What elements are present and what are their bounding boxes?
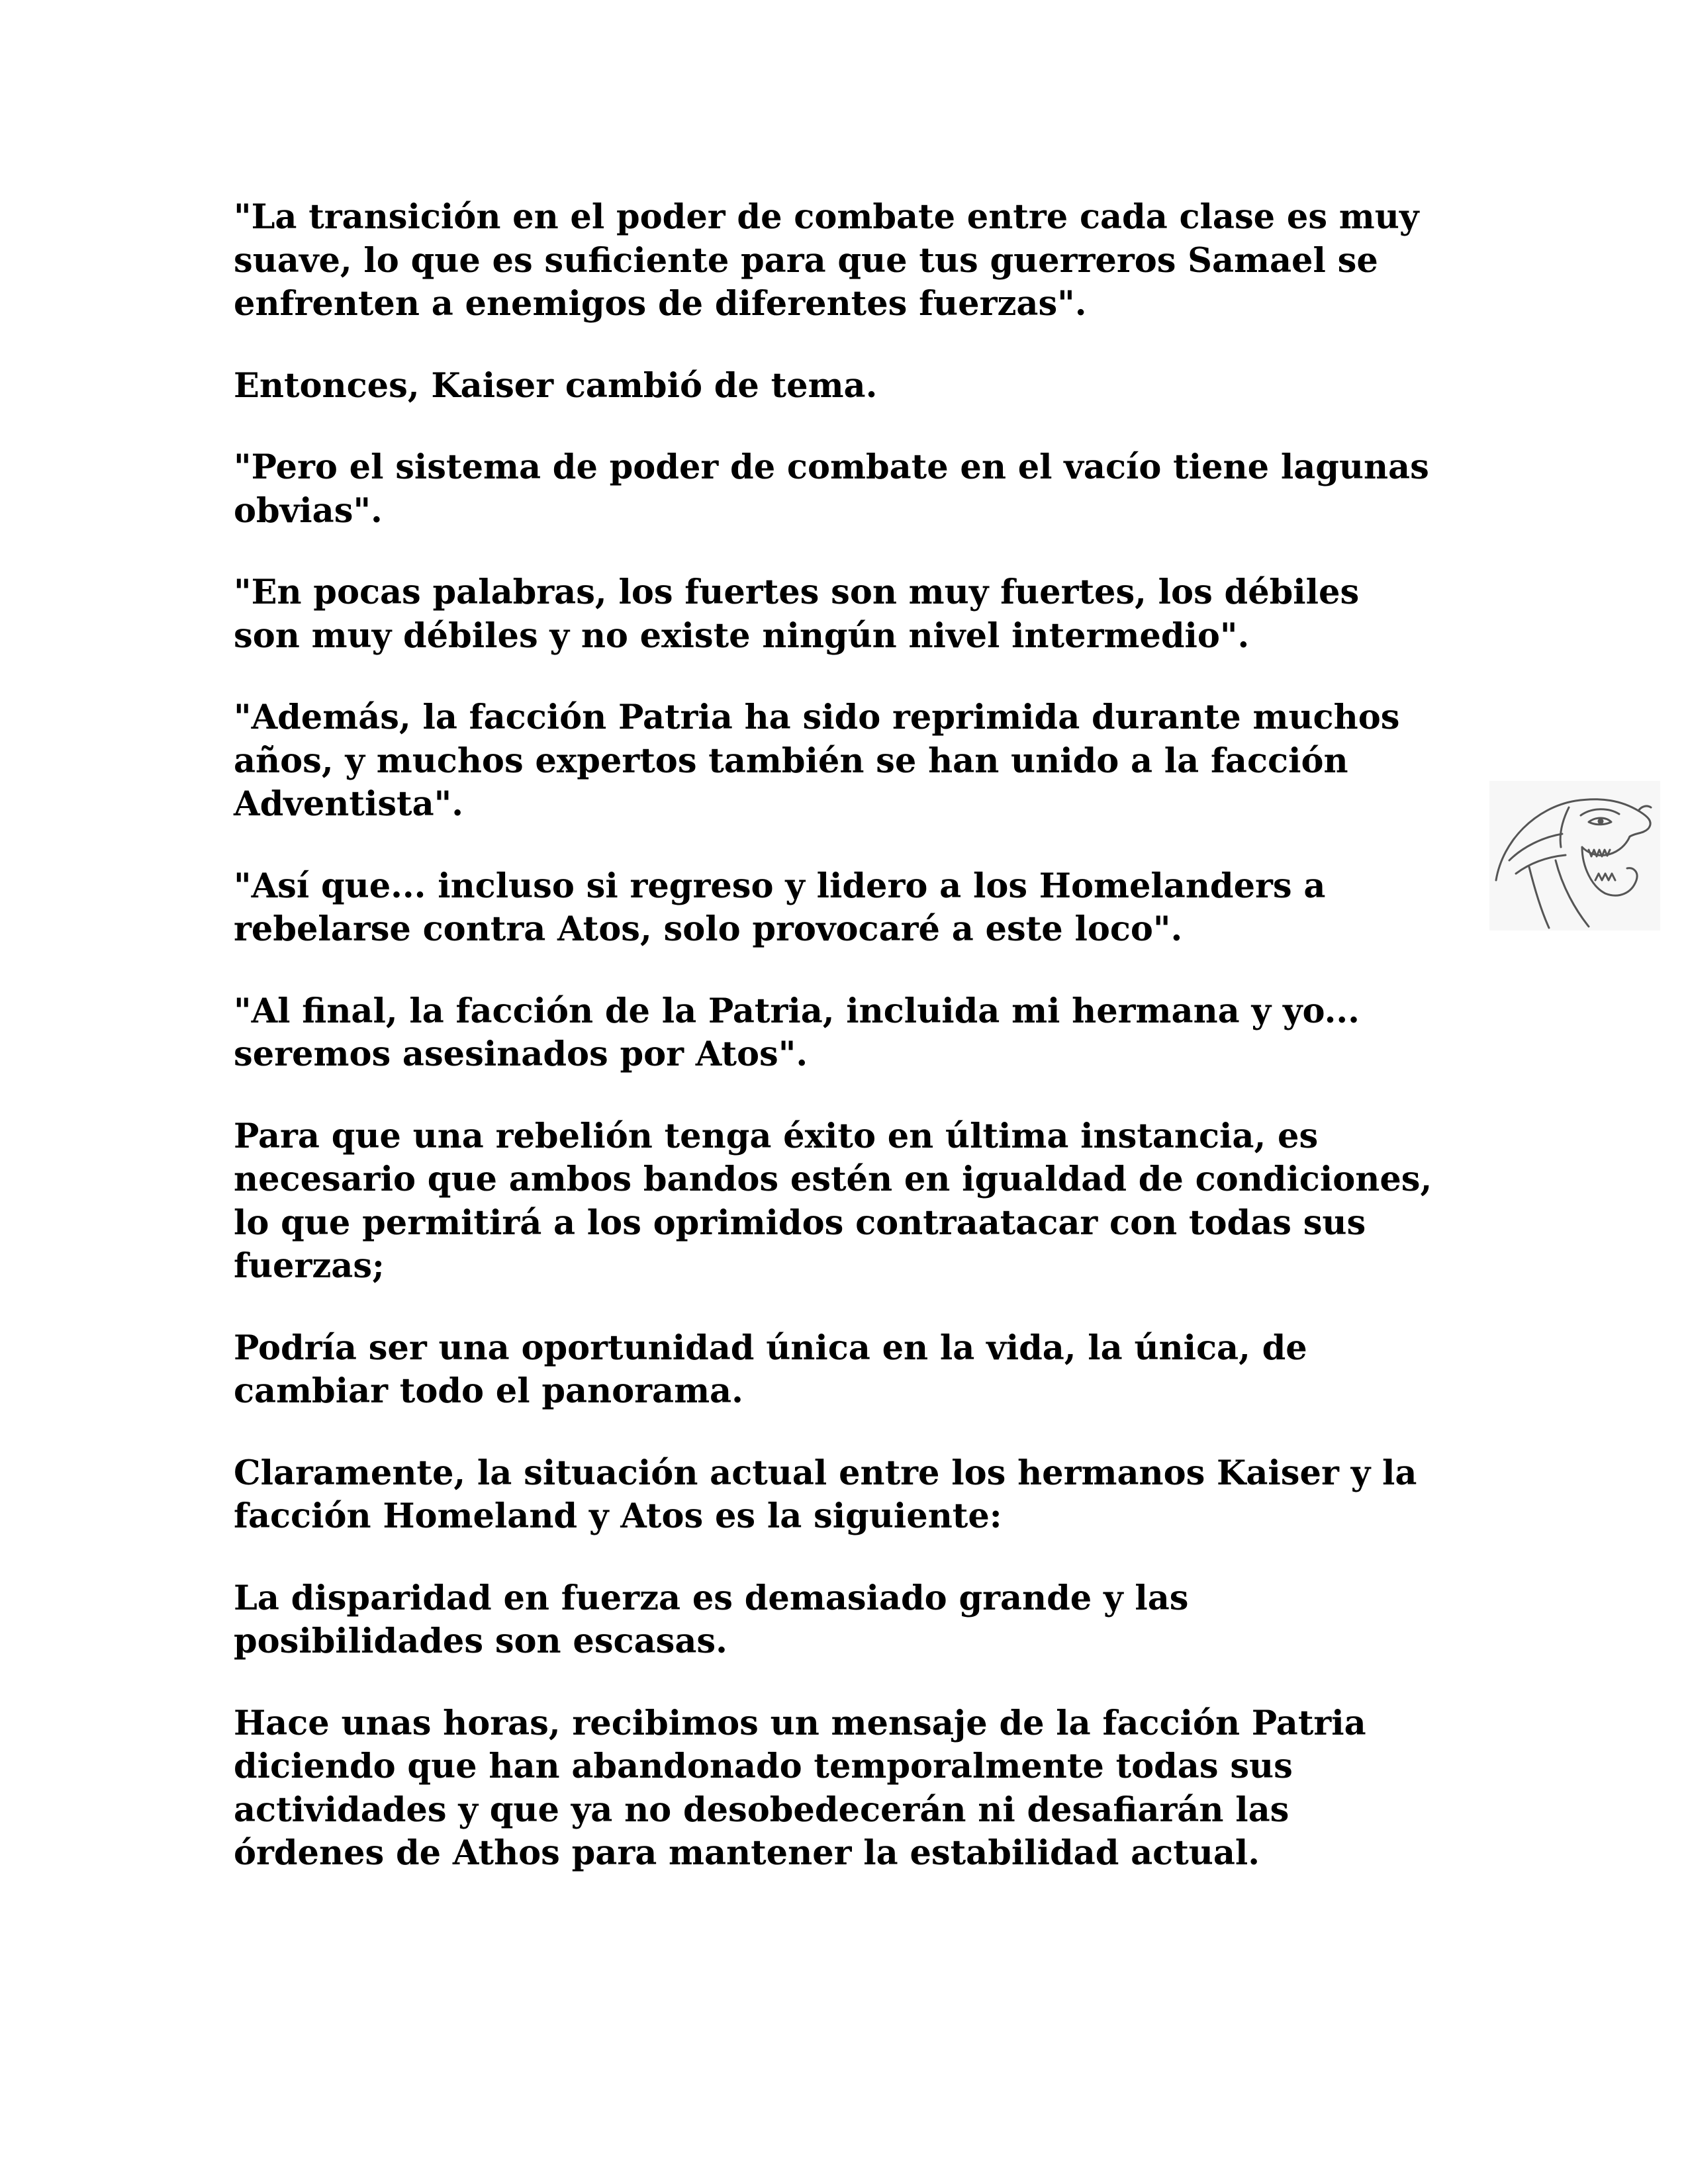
paragraph-6: "Así que... incluso si regreso y lidero a los Homelanders a rebelarse contra Atos, solo provocaré a este loco". xyxy=(234,866,1326,949)
paragraph-9: Podría ser una oportunidad única en la vida, la única, de cambiar todo el panorama. xyxy=(234,1328,1307,1411)
paragraph-12: Hace unas horas, recibimos un mensaje de la facción Patria diciendo que han abandonado temporalmente todas sus actividades y que ya no desobedecerán ni desafiarán las órdenes de Athos para mantener la estabilidad actual. xyxy=(234,1703,1366,1873)
paragraph-4: "En pocas palabras, los fuertes son muy fuertes, los débiles son muy débiles y no existe ningún nivel intermedio". xyxy=(234,572,1360,656)
document-body xyxy=(234,196,1472,1914)
paragraph-2: Entonces, Kaiser cambió de tema. xyxy=(234,365,878,406)
dinosaur-head-icon xyxy=(1489,781,1660,931)
paragraph-8: Para que una rebelión tenga éxito en última instancia, es necesario que ambos bandos estén en igualdad de condiciones, lo que permitirá a los oprimidos contraatacar con todas sus fuerzas; xyxy=(234,1116,1432,1286)
paragraph-7: "Al final, la facción de la Patria, incluida mi hermana y yo... seremos asesinados por Atos". xyxy=(234,991,1360,1074)
paragraph-1: "La transición en el poder de combate entre cada clase es muy suave, lo que es suficiente para que tus guerreros Samael se enfrenten a enemigos de diferentes fuerzas". xyxy=(234,197,1419,324)
paragraph-3: "Pero el sistema de poder de combate en el vacío tiene lagunas obvias". xyxy=(234,447,1429,531)
paragraph-5: "Además, la facción Patria ha sido reprimida durante muchos años, y muchos expertos también se han unido a la facción Adventista". xyxy=(234,698,1400,824)
paragraph-11: La disparidad en fuerza es demasiado grande y las posibilidades son escasas. xyxy=(234,1578,1189,1661)
paragraph-10: Claramente, la situación actual entre los hermanos Kaiser y la facción Homeland y Atos es la siguiente: xyxy=(234,1453,1417,1536)
